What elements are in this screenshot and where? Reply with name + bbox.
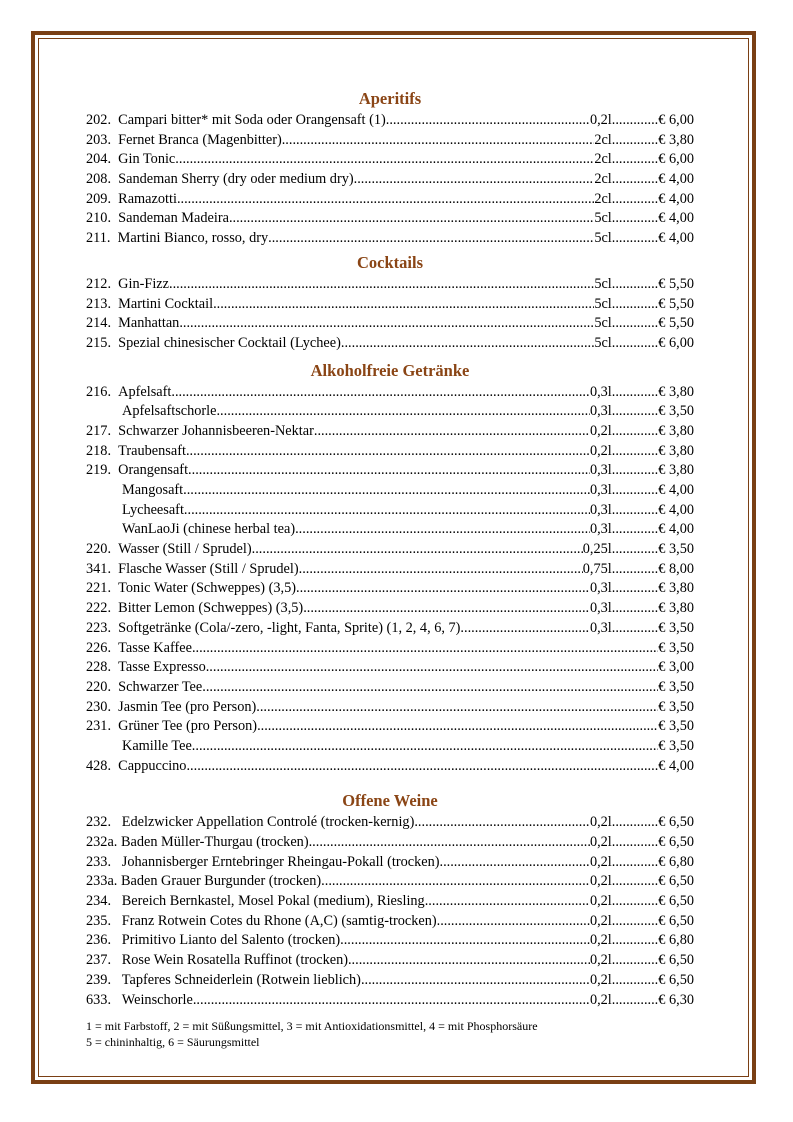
item-size: 0,2l — [589, 422, 612, 439]
item-number: 233a. — [86, 873, 121, 890]
dot-leader — [612, 853, 658, 873]
item-price: € 3,80 — [658, 442, 694, 459]
item-size: 0,2l — [589, 853, 612, 870]
dot-leader — [612, 872, 658, 892]
dot-leader — [612, 383, 658, 403]
menu-item — [86, 619, 694, 639]
dot-leader — [612, 599, 658, 619]
dot-leader — [202, 678, 658, 698]
item-name: Martini Cocktail — [118, 295, 214, 312]
item-number: 209. — [86, 190, 119, 207]
item-price: € 3,50 — [658, 619, 694, 636]
item-name: Tapferes Schneiderlein (Rotwein lieblich) — [121, 971, 361, 988]
item-size: 0,2l — [589, 991, 612, 1008]
item-size: 2cl — [594, 131, 612, 148]
item-price: € 3,50 — [658, 737, 694, 754]
menu-item — [86, 639, 694, 659]
item-size: 0,2l — [589, 971, 612, 988]
item-size: 0,3l — [589, 403, 612, 420]
dot-leader — [440, 853, 590, 873]
dot-leader — [612, 422, 658, 442]
item-name: Apfelsaftschorle — [122, 403, 217, 420]
menu-item — [86, 717, 694, 737]
dot-leader — [188, 461, 590, 481]
menu-item — [86, 951, 694, 971]
dot-leader — [256, 698, 658, 718]
dot-leader — [612, 229, 658, 249]
menu-item — [86, 971, 694, 991]
item-size: 0,3l — [589, 501, 612, 518]
item-size: 5cl — [594, 210, 612, 227]
menu-item — [86, 520, 694, 540]
item-name: Flasche Wasser (Still / Sprudel) — [118, 560, 299, 577]
item-price: € 5,50 — [658, 295, 694, 312]
item-name: Lycheesaft — [122, 501, 184, 518]
item-number: 215. — [86, 334, 119, 351]
item-number: 211. — [86, 230, 118, 247]
item-price: € 4,00 — [658, 757, 694, 774]
item-price: € 6,50 — [658, 952, 694, 969]
dot-leader — [171, 383, 590, 403]
dot-leader — [321, 872, 590, 892]
item-name: Baden Müller-Thurgau (trocken) — [120, 834, 309, 850]
item-number: 208. — [86, 171, 119, 188]
item-price: € 3,80 — [658, 600, 694, 617]
item-size: 0,2l — [589, 814, 612, 831]
item-name: Manhattan — [118, 315, 180, 332]
item-number: 210. — [86, 210, 119, 227]
dot-leader — [229, 209, 594, 229]
item-number: 428. — [86, 757, 119, 774]
item-name: Bitter Lemon (Schweppes) (3,5) — [118, 600, 304, 617]
dot-leader — [192, 737, 658, 757]
item-price: € 6,00 — [658, 112, 694, 128]
dot-leader — [612, 560, 658, 580]
item-size: 0,2l — [589, 442, 612, 459]
dot-leader — [295, 520, 590, 540]
dot-leader — [206, 658, 659, 678]
item-number: 236. — [86, 932, 122, 949]
item-size: 0,2l — [589, 112, 612, 128]
item-size: 0,2l — [589, 932, 612, 949]
item-price: € 6,80 — [658, 853, 694, 870]
dot-leader — [186, 757, 658, 777]
item-price: € 6,50 — [658, 971, 694, 988]
item-number: 218. — [86, 442, 119, 459]
item-number: 216. — [86, 383, 119, 400]
item-number: 232a. — [86, 834, 121, 850]
menu-item — [86, 560, 694, 580]
item-size: 0,2l — [589, 834, 612, 850]
dot-leader — [612, 912, 658, 932]
dot-leader — [252, 540, 583, 560]
item-price: € 3,80 — [658, 580, 694, 597]
item-size: 0,2l — [589, 893, 612, 910]
dot-leader — [612, 540, 658, 560]
dot-leader — [612, 402, 658, 422]
dot-leader — [216, 402, 589, 422]
dot-leader — [386, 111, 590, 131]
item-number: 213. — [86, 295, 119, 312]
item-price: € 3,50 — [658, 639, 694, 656]
menu-item — [86, 912, 694, 932]
item-size: 0,2l — [589, 952, 612, 969]
item-name: Sandeman Sherry (dry oder medium dry) — [118, 171, 354, 188]
item-name: Softgetränke (Cola/-zero, -light, Fanta, Sprite) (1, 2, 4, 6, 7) — [118, 619, 461, 636]
item-number: 633. — [86, 991, 122, 1008]
item-size: 0,3l — [589, 383, 612, 400]
item-size: 0,25l — [582, 541, 612, 558]
menu-item — [86, 334, 694, 354]
item-name: Orangensaft — [118, 462, 189, 479]
dot-leader — [612, 111, 658, 131]
item-name: Tonic Water (Schweppes) (3,5) — [118, 580, 296, 597]
dot-leader — [414, 813, 590, 833]
dot-leader — [183, 481, 590, 501]
item-name: Kamille Tee — [122, 737, 192, 754]
item-price: € 3,50 — [658, 541, 694, 558]
item-size: 5cl — [594, 315, 612, 332]
menu-item — [86, 481, 694, 501]
item-price: € 3,50 — [658, 698, 694, 715]
menu-item — [86, 872, 694, 892]
dot-leader — [348, 951, 590, 971]
dot-leader — [186, 442, 590, 462]
dot-leader — [612, 520, 658, 540]
dot-leader — [460, 619, 590, 639]
menu-item — [86, 833, 694, 853]
item-price: € 4,00 — [658, 210, 694, 227]
item-price: € 3,50 — [658, 678, 694, 695]
dot-leader — [612, 295, 658, 315]
dot-leader — [282, 131, 595, 151]
item-price: € 4,00 — [658, 230, 694, 247]
dot-leader — [257, 717, 658, 737]
item-number: 230. — [86, 698, 119, 715]
item-name: Martini Bianco, rosso, dry — [117, 230, 269, 247]
item-size: 2cl — [594, 171, 612, 188]
item-price: € 6,30 — [658, 991, 694, 1008]
menu-item — [86, 442, 694, 462]
dot-leader — [192, 639, 658, 659]
menu-item — [86, 658, 694, 678]
item-price: € 3,80 — [658, 131, 694, 148]
dot-leader — [213, 295, 594, 315]
item-price: € 4,00 — [658, 501, 694, 518]
menu-item — [86, 931, 694, 951]
dot-leader — [612, 334, 658, 354]
item-number: 232. — [86, 814, 122, 831]
dot-leader — [177, 190, 594, 210]
dot-leader — [437, 912, 590, 932]
menu-item — [86, 461, 694, 481]
menu-item — [86, 501, 694, 521]
menu-item — [86, 991, 694, 1011]
item-number: 212. — [86, 275, 119, 292]
item-number: 233. — [86, 853, 122, 870]
item-name: Bereich Bernkastel, Mosel Pokal (medium), Riesling — [121, 893, 425, 910]
item-price: € 3,80 — [658, 383, 694, 400]
menu-item — [86, 209, 694, 229]
dot-leader — [612, 131, 658, 151]
menu-item — [86, 150, 694, 170]
item-price: € 3,80 — [658, 422, 694, 439]
dot-leader — [612, 971, 658, 991]
item-number: 203. — [86, 131, 119, 148]
item-name: Ramazotti — [118, 190, 177, 207]
item-price: € 3,80 — [658, 462, 694, 479]
item-price: € 8,00 — [658, 560, 694, 577]
menu-item — [86, 737, 694, 757]
menu-item — [86, 813, 694, 833]
item-size: 5cl — [594, 275, 612, 292]
item-number: 220. — [86, 541, 119, 558]
dot-leader — [340, 931, 590, 951]
item-price: € 3,50 — [658, 718, 694, 735]
item-number: 226. — [86, 639, 119, 656]
menu-item — [86, 190, 694, 210]
item-number: 237. — [86, 952, 122, 969]
item-price: € 6,50 — [658, 893, 694, 910]
item-size: 0,3l — [589, 462, 612, 479]
dot-leader — [175, 150, 594, 170]
dot-leader — [193, 991, 590, 1011]
item-price: € 6,50 — [658, 814, 694, 831]
dot-leader — [612, 275, 658, 295]
item-number: 235. — [86, 912, 122, 929]
menu-item — [86, 314, 694, 334]
item-name: Gin-Fizz — [118, 275, 169, 292]
dot-leader — [354, 170, 595, 190]
item-price: € 6,50 — [658, 912, 694, 929]
item-price: € 3,50 — [658, 403, 694, 420]
item-number: 231. — [86, 718, 119, 735]
dot-leader — [296, 579, 590, 599]
item-number: 222. — [86, 600, 119, 617]
item-number: 341. — [86, 560, 119, 577]
menu-item — [86, 579, 694, 599]
item-name: Schwarzer Tee — [118, 678, 203, 695]
dot-leader — [425, 892, 590, 912]
section-title: Aperitifs — [358, 89, 422, 108]
dot-leader — [612, 442, 658, 462]
item-size: 2cl — [594, 151, 612, 168]
menu-item — [86, 111, 694, 131]
dot-leader — [612, 314, 658, 334]
item-number: 221. — [86, 580, 119, 597]
item-name: Johannisberger Erntebringer Rheingau-Pokall (trocken) — [121, 853, 440, 870]
item-number: 219. — [86, 462, 119, 479]
menu-item — [86, 131, 694, 151]
item-price: € 4,00 — [658, 171, 694, 188]
dot-leader — [169, 275, 594, 295]
menu-item — [86, 757, 694, 777]
menu-item — [86, 422, 694, 442]
dot-leader — [612, 209, 658, 229]
dot-leader — [314, 422, 590, 442]
item-price: € 6,00 — [658, 151, 694, 168]
dot-leader — [612, 991, 658, 1011]
item-name: Wasser (Still / Sprudel) — [118, 541, 252, 558]
dot-leader — [341, 334, 594, 354]
item-size: 0,3l — [589, 580, 612, 597]
item-name: Cappuccino — [118, 757, 187, 774]
item-size: 0,3l — [589, 482, 612, 498]
item-price: € 6,50 — [658, 834, 694, 850]
item-size: 5cl — [594, 295, 612, 312]
item-price: € 4,00 — [658, 190, 694, 207]
item-number: 220. — [86, 678, 119, 695]
item-name: Baden Grauer Burgunder (trocken) — [120, 873, 322, 890]
dot-leader — [612, 833, 658, 853]
item-number: 202. — [86, 112, 119, 128]
menu-item — [86, 295, 694, 315]
item-name: Jasmin Tee (pro Person) — [118, 698, 257, 715]
item-name: Franz Rotwein Cotes du Rhone (A,C) (samtig-trocken) — [121, 912, 437, 929]
item-number: 204. — [86, 151, 119, 168]
item-size: 5cl — [594, 334, 612, 351]
section-title: Alkoholfreie Getränke — [310, 360, 470, 380]
item-name: Tasse Expresso — [118, 659, 206, 676]
item-size: 0,3l — [589, 619, 612, 636]
item-name: Spezial chinesischer Cocktail (Lychee) — [118, 334, 341, 351]
item-name: Grüner Tee (pro Person) — [118, 718, 258, 735]
item-name: WanLaoJi (chinese herbal tea) — [122, 521, 296, 538]
item-name: Mangosaft — [122, 482, 184, 498]
item-size: 5cl — [594, 230, 612, 247]
item-size: 0,2l — [589, 912, 612, 929]
dot-leader — [612, 481, 658, 501]
item-price: € 5,50 — [658, 315, 694, 332]
dot-leader — [309, 833, 590, 853]
item-size: 2cl — [594, 190, 612, 207]
menu-content — [86, 88, 694, 1050]
item-number: 223. — [86, 619, 119, 636]
item-name: Primitivo Lianto del Salento (trocken) — [121, 932, 341, 949]
dot-leader — [612, 501, 658, 521]
item-number: 239. — [86, 971, 122, 988]
item-price: € 6,00 — [658, 334, 694, 351]
dot-leader — [612, 170, 658, 190]
item-price: € 6,50 — [658, 873, 694, 890]
item-name: Rose Wein Rosatella Ruffinot (trocken) — [121, 952, 348, 969]
menu-item — [86, 229, 694, 249]
item-number: 214. — [86, 315, 119, 332]
menu-item — [86, 540, 694, 560]
dot-leader — [612, 619, 658, 639]
menu-item — [86, 853, 694, 873]
menu-item — [86, 275, 694, 295]
item-number: 228. — [86, 659, 119, 676]
menu-item — [86, 599, 694, 619]
item-name: Campari bitter* mit Soda oder Orangensaft (1) — [118, 112, 386, 128]
item-name: Schwarzer Johannisbeeren-Nektar — [118, 422, 314, 439]
item-price: € 4,00 — [658, 521, 694, 538]
menu-item — [86, 383, 694, 403]
item-price: € 3,00 — [658, 659, 694, 676]
dot-leader — [612, 579, 658, 599]
section-title: Offene Weine — [342, 791, 438, 811]
item-name: Gin Tonic — [118, 151, 176, 168]
menu-item — [86, 892, 694, 912]
dot-leader — [179, 314, 594, 334]
dot-leader — [612, 150, 658, 170]
dot-leader — [612, 892, 658, 912]
item-number: 234. — [86, 893, 122, 910]
footnote: 1 = mit Farbstoff, 2 = mit Süßungsmittel, 3 = mit Antioxidationsmittel, 4 = mit Phosphorsäure — [86, 1019, 538, 1034]
item-name: Traubensaft — [118, 442, 186, 459]
item-price: € 6,80 — [658, 932, 694, 949]
item-price: € 5,50 — [658, 275, 694, 292]
dot-leader — [361, 971, 590, 991]
item-number: 217. — [86, 422, 119, 439]
dot-leader — [612, 190, 658, 210]
item-size: 0,3l — [589, 521, 612, 538]
footnote: 5 = chininhaltig, 6 = Säurungsmittel — [86, 1035, 260, 1050]
dot-leader — [612, 461, 658, 481]
item-name: Edelzwicker Appellation Controlé (trocken-kernig) — [121, 814, 415, 831]
item-name: Tasse Kaffee — [118, 639, 192, 656]
menu-item — [86, 678, 694, 698]
menu-item — [86, 698, 694, 718]
section-title: Cocktails — [357, 252, 423, 272]
item-size: 0,3l — [589, 600, 612, 617]
item-name: Fernet Branca (Magenbitter) — [118, 131, 282, 148]
dot-leader — [303, 599, 590, 619]
dot-leader — [268, 229, 594, 249]
menu-item — [86, 170, 694, 190]
item-name: Weinschorle — [121, 991, 193, 1008]
dot-leader — [184, 501, 590, 521]
dot-leader — [612, 931, 658, 951]
dot-leader — [612, 951, 658, 971]
item-name: Sandeman Madeira — [118, 210, 229, 227]
item-name: Apfelsaft — [118, 383, 172, 400]
menu-item — [86, 402, 694, 422]
item-price: € 4,00 — [658, 482, 694, 498]
dot-leader — [612, 813, 658, 833]
dot-leader — [299, 560, 583, 580]
item-size: 0,75l — [582, 560, 612, 577]
item-size: 0,2l — [589, 873, 612, 890]
